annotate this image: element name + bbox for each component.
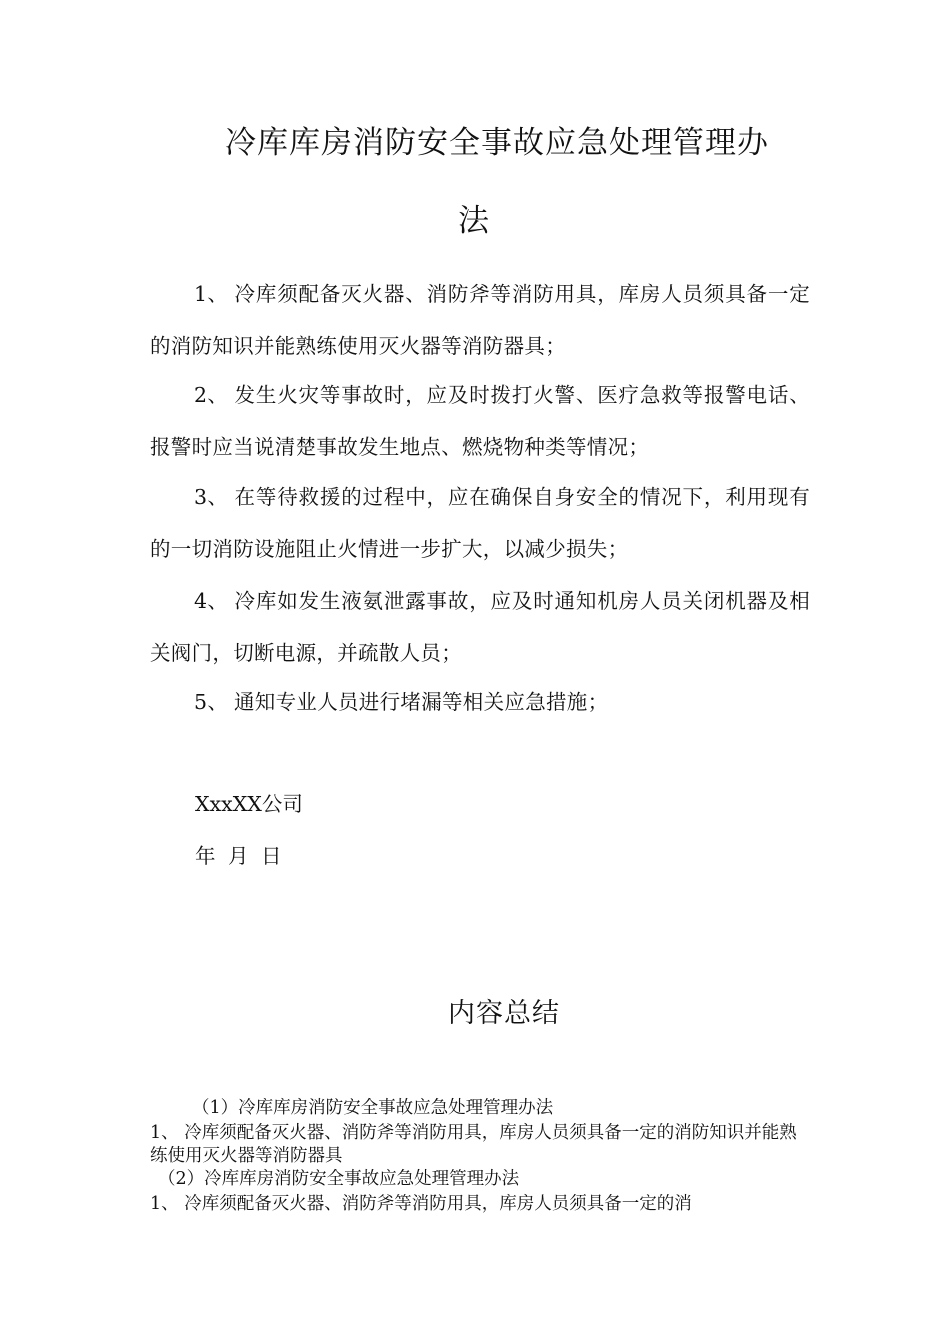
paragraph-2 bbox=[150, 369, 810, 473]
paragraph-2-text: 发生火灾等事故时，应及时拨打火警、医疗急救等报警电话、报警时应当说清楚事故发生地点、燃烧物种类等情况； bbox=[150, 383, 810, 459]
document-title-line-2: 法 bbox=[458, 203, 490, 239]
summary-item-1: （1）冷库库房消防安全事故应急处理管理办法 bbox=[192, 1098, 554, 1118]
document-title-line-1: 冷库库房消防安全事故应急处理管理办 bbox=[225, 125, 769, 161]
paragraph-3-text: 在等待救援的过程中，应在确保自身安全的情况下，利用现有的一切消防设施阻止火情进一步扩大，以减少损失； bbox=[150, 485, 810, 561]
company-signature: XxxXX公司 bbox=[195, 792, 303, 816]
summary-title: 内容总结 bbox=[448, 998, 560, 1029]
paragraph-3-number: 3、 bbox=[194, 485, 229, 509]
paragraph-1-number: 1、 bbox=[194, 282, 229, 306]
date-line: 年 月 日 bbox=[195, 844, 282, 868]
paragraph-3 bbox=[150, 471, 810, 575]
paragraph-5-number: 5、 bbox=[194, 690, 229, 714]
paragraph-4 bbox=[150, 575, 810, 679]
paragraph-4-number: 4、 bbox=[194, 589, 229, 613]
summary-item-4: 1、 冷库须配备灭火器、消防斧等消防用具，库房人员须具备一定的消 bbox=[150, 1194, 692, 1214]
paragraph-2-number: 2、 bbox=[194, 383, 229, 407]
paragraph-5-text: 通知专业人员进行堵漏等相关应急措施； bbox=[234, 690, 609, 714]
paragraph-4-text: 冷库如发生液氨泄露事故，应及时通知机房人员关闭机器及相关阀门，切断电源，并疏散人员； bbox=[150, 589, 810, 665]
paragraph-1 bbox=[150, 268, 810, 372]
paragraph-1-text: 冷库须配备灭火器、消防斧等消防用具，库房人员须具备一定的消防知识并能熟练使用灭火器等消防器具； bbox=[150, 282, 810, 358]
summary-item-3: （2）冷库库房消防安全事故应急处理管理办法 bbox=[158, 1169, 520, 1189]
summary-item-2: 1、 冷库须配备灭火器、消防斧等消防用具，库房人员须具备一定的消防知识并能熟练使用灭火器等消防器具 bbox=[150, 1123, 797, 1166]
paragraph-5 bbox=[150, 676, 810, 728]
